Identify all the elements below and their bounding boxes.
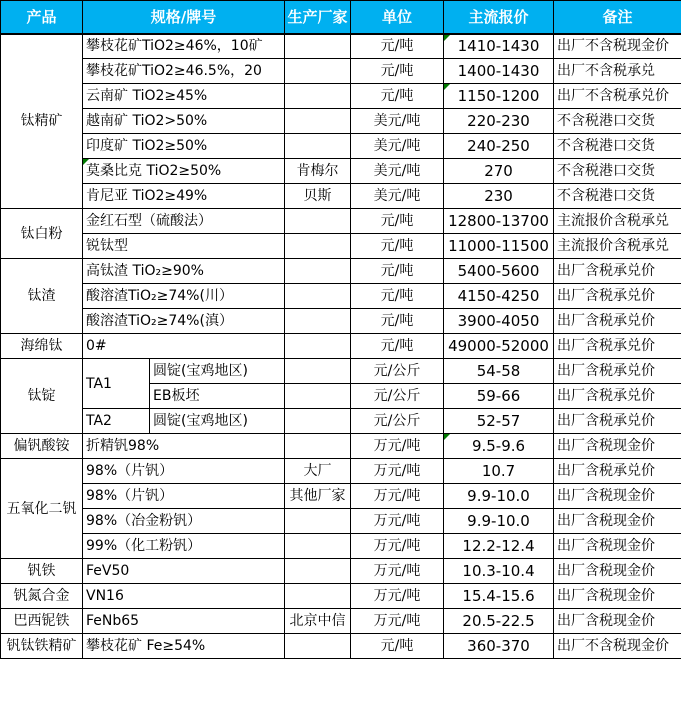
spec-cell[interactable]: 攀枝花矿 Fe≥54% (83, 634, 285, 659)
unit-cell[interactable]: 美元/吨 (351, 109, 444, 134)
unit-cell[interactable]: 万元/吨 (351, 484, 444, 509)
table-row (1, 234, 681, 259)
table-row (1, 559, 681, 584)
product-cell[interactable]: 钒钛铁精矿 (1, 634, 83, 659)
note-cell[interactable]: 出厂含税现金价 (554, 584, 681, 609)
maker-cell[interactable] (285, 34, 351, 59)
unit-cell[interactable]: 元/吨 (351, 34, 444, 59)
unit-cell[interactable]: 万元/吨 (351, 584, 444, 609)
maker-cell[interactable] (285, 284, 351, 309)
product-cell[interactable]: 钛渣 (1, 259, 83, 334)
table-row (1, 159, 681, 184)
col-header-maker[interactable]: 生产厂家 (285, 1, 351, 34)
unit-cell[interactable]: 美元/吨 (351, 184, 444, 209)
price-cell[interactable]: 49000-52000 (444, 334, 554, 359)
price-value: 1150-1200 (457, 86, 540, 105)
note-cell[interactable]: 出厂含税承兑价 (554, 284, 681, 309)
price-cell[interactable]: 11000-11500 (444, 234, 554, 259)
note-cell[interactable]: 出厂不含税承兑价 (554, 84, 681, 109)
maker-cell[interactable] (285, 409, 351, 434)
price-cell[interactable]: 3900-4050 (444, 309, 554, 334)
maker-cell[interactable]: 北京中信 (285, 609, 351, 634)
table-row (1, 484, 681, 509)
table-row (1, 334, 681, 359)
price-cell[interactable]: 54-58 (444, 359, 554, 384)
unit-cell[interactable]: 元/吨 (351, 334, 444, 359)
maker-cell[interactable] (285, 59, 351, 84)
maker-cell[interactable] (285, 209, 351, 234)
product-cell[interactable]: 钛精矿 (1, 34, 83, 209)
maker-cell[interactable] (285, 559, 351, 584)
price-cell[interactable]: 20.5-22.5 (444, 609, 554, 634)
spec-cell[interactable]: FeNb65 (83, 609, 285, 634)
maker-cell[interactable] (285, 259, 351, 284)
unit-cell[interactable]: 元/吨 (351, 234, 444, 259)
note-cell[interactable]: 出厂含税承兑价 (554, 409, 681, 434)
unit-cell[interactable]: 万元/吨 (351, 609, 444, 634)
table-row (1, 184, 681, 209)
note-cell[interactable]: 出厂不含税承兑 (554, 59, 681, 84)
spec-cell[interactable]: FeV50 (83, 559, 285, 584)
col-header-price[interactable]: 主流报价 (444, 1, 554, 34)
table-row (1, 259, 681, 284)
price-value: 1410-1430 (457, 36, 540, 55)
spec-cell[interactable]: 99%（化工粉钒） (83, 534, 285, 559)
spec-cell[interactable]: VN16 (83, 584, 285, 609)
spec-cell[interactable]: 折精钒98% (83, 434, 285, 459)
product-cell[interactable]: 钒铁 (1, 559, 83, 584)
spec-cell[interactable]: 98%（片钒） (83, 459, 285, 484)
note-cell[interactable]: 出厂含税承兑价 (554, 384, 681, 409)
note-cell[interactable]: 出厂不含税现金价 (554, 34, 681, 59)
note-cell[interactable]: 出厂含税现金价 (554, 534, 681, 559)
table-row (1, 459, 681, 484)
maker-cell[interactable] (285, 109, 351, 134)
col-header-spec[interactable]: 规格/牌号 (83, 1, 285, 34)
unit-cell[interactable]: 元/公斤 (351, 359, 444, 384)
table-row (1, 134, 681, 159)
maker-cell[interactable]: 其他厂家 (285, 484, 351, 509)
note-cell[interactable]: 出厂含税现金价 (554, 434, 681, 459)
product-cell[interactable]: 巴西铌铁 (1, 609, 83, 634)
product-cell[interactable]: 五氧化二钒 (1, 459, 83, 559)
price-cell[interactable]: 52-57 (444, 409, 554, 434)
product-cell[interactable]: 钒氮合金 (1, 584, 83, 609)
price-cell[interactable]: 360-370 (444, 634, 554, 659)
error-flag-icon (83, 159, 89, 165)
maker-cell[interactable] (285, 134, 351, 159)
note-cell[interactable]: 主流报价含税承兑 (554, 234, 681, 259)
price-cell[interactable]: 10.7 (444, 459, 554, 484)
spec-cell[interactable]: 圆锭(宝鸡地区) (150, 359, 285, 384)
table-row (1, 359, 681, 384)
col-header-note[interactable]: 备注 (554, 1, 681, 34)
unit-cell[interactable]: 万元/吨 (351, 559, 444, 584)
table-row (1, 584, 681, 609)
spec-cell[interactable]: EB板坯 (150, 384, 285, 409)
table-row (1, 109, 681, 134)
price-cell[interactable] (444, 84, 554, 109)
unit-cell[interactable]: 美元/吨 (351, 134, 444, 159)
unit-cell[interactable]: 美元/吨 (351, 159, 444, 184)
spec-cell[interactable]: 高钛渣 TiO₂≥90% (83, 259, 285, 284)
unit-cell[interactable]: 元/公斤 (351, 409, 444, 434)
spec-cell[interactable]: 酸溶渣TiO₂≥74%(川） (83, 284, 285, 309)
maker-cell[interactable] (285, 309, 351, 334)
spec-cell[interactable]: 98%（片钒） (83, 484, 285, 509)
unit-cell[interactable]: 元/吨 (351, 59, 444, 84)
table-row (1, 509, 681, 534)
maker-cell[interactable]: 大厂 (285, 459, 351, 484)
col-header-product[interactable]: 产品 (1, 1, 83, 34)
note-cell[interactable]: 主流报价含税承兑 (554, 209, 681, 234)
price-cell[interactable]: 12.2-12.4 (444, 534, 554, 559)
price-cell[interactable]: 59-66 (444, 384, 554, 409)
maker-cell[interactable]: 肯梅尔 (285, 159, 351, 184)
spec-cell[interactable]: 攀枝花矿TiO2≥46%，10矿 (83, 34, 285, 59)
note-cell[interactable]: 出厂含税现金价 (554, 609, 681, 634)
unit-cell[interactable]: 元/吨 (351, 209, 444, 234)
error-flag-icon (444, 84, 450, 90)
note-cell[interactable]: 出厂含税承兑价 (554, 259, 681, 284)
maker-cell[interactable] (285, 534, 351, 559)
table-row (1, 609, 681, 634)
note-cell[interactable]: 不含税港口交货 (554, 134, 681, 159)
price-cell[interactable]: 5400-5600 (444, 259, 554, 284)
maker-cell[interactable] (285, 334, 351, 359)
product-cell[interactable]: 海绵钛 (1, 334, 83, 359)
maker-cell[interactable] (285, 384, 351, 409)
unit-cell[interactable]: 元/吨 (351, 309, 444, 334)
note-cell[interactable]: 出厂含税现金价 (554, 509, 681, 534)
col-header-unit[interactable]: 单位 (351, 1, 444, 34)
error-flag-icon (444, 434, 450, 440)
price-value: 9.5-9.6 (471, 436, 526, 455)
unit-cell[interactable]: 万元/吨 (351, 434, 444, 459)
maker-cell[interactable]: 贝斯 (285, 184, 351, 209)
price-cell[interactable]: 15.4-15.6 (444, 584, 554, 609)
spec-cell[interactable]: 0# (83, 334, 285, 359)
unit-cell[interactable]: 元/吨 (351, 284, 444, 309)
unit-cell[interactable]: 元/吨 (351, 634, 444, 659)
maker-cell[interactable] (285, 359, 351, 384)
spec-cell[interactable]: 肯尼亚 TiO2≥49% (83, 184, 285, 209)
note-cell[interactable]: 出厂含税承兑价 (554, 359, 681, 384)
note-cell[interactable]: 出厂含税承兑价 (554, 334, 681, 359)
maker-cell[interactable] (285, 584, 351, 609)
table-row (1, 209, 681, 234)
table-row (1, 309, 681, 334)
note-cell[interactable]: 出厂不含税现金价 (554, 634, 681, 659)
note-cell[interactable]: 出厂含税现金价 (554, 559, 681, 584)
note-cell[interactable]: 不含税港口交货 (554, 184, 681, 209)
price-cell[interactable]: 12800-13700 (444, 209, 554, 234)
header-row (1, 1, 681, 34)
maker-cell[interactable] (285, 234, 351, 259)
table-row (1, 34, 681, 59)
unit-cell[interactable]: 元/吨 (351, 259, 444, 284)
product-cell[interactable]: 钛锭 (1, 359, 83, 434)
price-cell[interactable]: 1400-1430 (444, 59, 554, 84)
note-cell[interactable]: 出厂含税现金价 (554, 484, 681, 509)
note-cell[interactable]: 不含税港口交货 (554, 109, 681, 134)
unit-cell[interactable]: 元/公斤 (351, 384, 444, 409)
price-cell[interactable]: 9.9-10.0 (444, 484, 554, 509)
maker-cell[interactable] (285, 509, 351, 534)
spec-cell[interactable]: 锐钛型 (83, 234, 285, 259)
spec-cell[interactable]: 攀枝花矿TiO2≥46.5%，20 (83, 59, 285, 84)
unit-cell[interactable]: 元/吨 (351, 84, 444, 109)
table-row (1, 284, 681, 309)
price-cell[interactable]: 270 (444, 159, 554, 184)
maker-cell[interactable] (285, 634, 351, 659)
error-flag-icon (444, 35, 450, 41)
spec-value: 莫桑比克 TiO2≥50% (86, 163, 222, 179)
price-cell[interactable]: 10.3-10.4 (444, 559, 554, 584)
price-cell[interactable] (444, 34, 554, 59)
price-cell[interactable]: 4150-4250 (444, 284, 554, 309)
price-cell[interactable]: 240-250 (444, 134, 554, 159)
maker-cell[interactable] (285, 84, 351, 109)
product-cell[interactable]: 钛白粉 (1, 209, 83, 259)
spec-cell[interactable]: 金红石型（硫酸法） (83, 209, 285, 234)
unit-cell[interactable]: 万元/吨 (351, 534, 444, 559)
spec-cell[interactable]: 云南矿 TiO2≥45% (83, 84, 285, 109)
spec-cell[interactable]: 圆锭(宝鸡地区) (150, 409, 285, 434)
spec-cell[interactable]: 印度矿 TiO2≥50% (83, 134, 285, 159)
unit-cell[interactable]: 万元/吨 (351, 459, 444, 484)
price-cell[interactable] (444, 434, 554, 459)
spec-cell[interactable] (83, 159, 285, 184)
note-cell[interactable]: 出厂含税承兑价 (554, 459, 681, 484)
spec-cell[interactable]: 酸溶渣TiO₂≥74%(滇） (83, 309, 285, 334)
spec-cell[interactable]: 越南矿 TiO2>50% (83, 109, 285, 134)
table-row (1, 634, 681, 659)
maker-cell[interactable] (285, 434, 351, 459)
table-row (1, 434, 681, 459)
spec-cell[interactable]: 98%（冶金粉钒） (83, 509, 285, 534)
price-cell[interactable]: 220-230 (444, 109, 554, 134)
price-cell[interactable]: 9.9-10.0 (444, 509, 554, 534)
note-cell[interactable]: 出厂含税承兑价 (554, 309, 681, 334)
table-row (1, 534, 681, 559)
table-row (1, 59, 681, 84)
price-cell[interactable]: 230 (444, 184, 554, 209)
product-cell[interactable]: 偏钒酸铵 (1, 434, 83, 459)
table-row (1, 409, 681, 434)
note-cell[interactable]: 不含税港口交货 (554, 159, 681, 184)
table-row (1, 84, 681, 109)
unit-cell[interactable]: 万元/吨 (351, 509, 444, 534)
grade-cell[interactable]: TA1 (83, 359, 150, 409)
grade-cell[interactable]: TA2 (83, 409, 150, 434)
